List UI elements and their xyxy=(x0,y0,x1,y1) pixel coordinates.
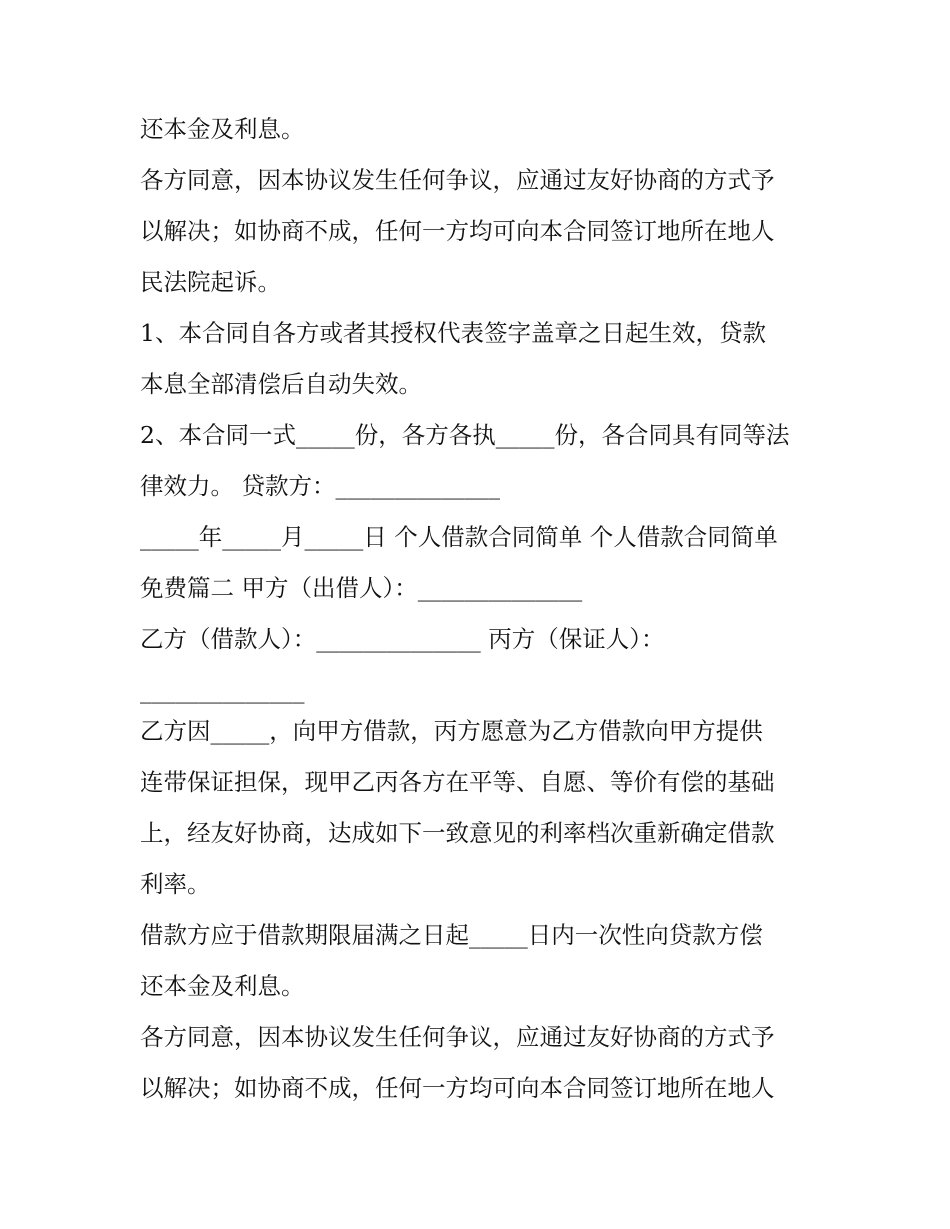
text-line: 乙方因_____，向甲方借款，丙方愿意为乙方借款向甲方提供 xyxy=(140,717,763,745)
text-line: 利率。 xyxy=(140,870,211,898)
text-line: 2、本合同一式_____份，各方各执_____份，各合同具有同等法 xyxy=(140,421,790,449)
text-line: ______________ xyxy=(140,676,305,704)
text-line: 1、本合同自各方或者其授权代表签字盖章之日起生效，贷款 xyxy=(140,319,766,347)
text-line: 借款方应于借款期限届满之日起_____日内一次性向贷款方偿 xyxy=(140,921,763,949)
text-line: 民法院起诉。 xyxy=(140,268,281,296)
text-line: 还本金及利息。 xyxy=(140,115,305,143)
text-line: 免费篇二 甲方（出借人）：______________ xyxy=(140,574,583,602)
text-line: 还本金及利息。 xyxy=(140,972,305,1000)
text-line: 连带保证担保，现甲乙丙各方在平等、自愿、等价有偿的基础 xyxy=(140,768,775,796)
text-line: 上，经友好协商，达成如下一致意见的利率档次重新确定借款 xyxy=(140,819,775,847)
text-line: 乙方（借款人）：______________ 丙方（保证人）： xyxy=(140,625,665,653)
text-line: 各方同意，因本协议发生任何争议，应通过友好协商的方式予 xyxy=(140,166,775,194)
text-line: 律效力。 贷款方：______________ xyxy=(140,472,500,500)
text-line: 以解决；如协商不成，任何一方均可向本合同签订地所在地人 xyxy=(140,217,775,245)
text-line: 以解决；如协商不成，任何一方均可向本合同签订地所在地人 xyxy=(140,1074,775,1102)
text-line: 本息全部清偿后自动失效。 xyxy=(140,370,422,398)
text-line: _____年_____月_____日 个人借款合同简单 个人借款合同简单 xyxy=(140,523,778,551)
text-line: 各方同意，因本协议发生任何争议，应通过友好协商的方式予 xyxy=(140,1023,775,1051)
